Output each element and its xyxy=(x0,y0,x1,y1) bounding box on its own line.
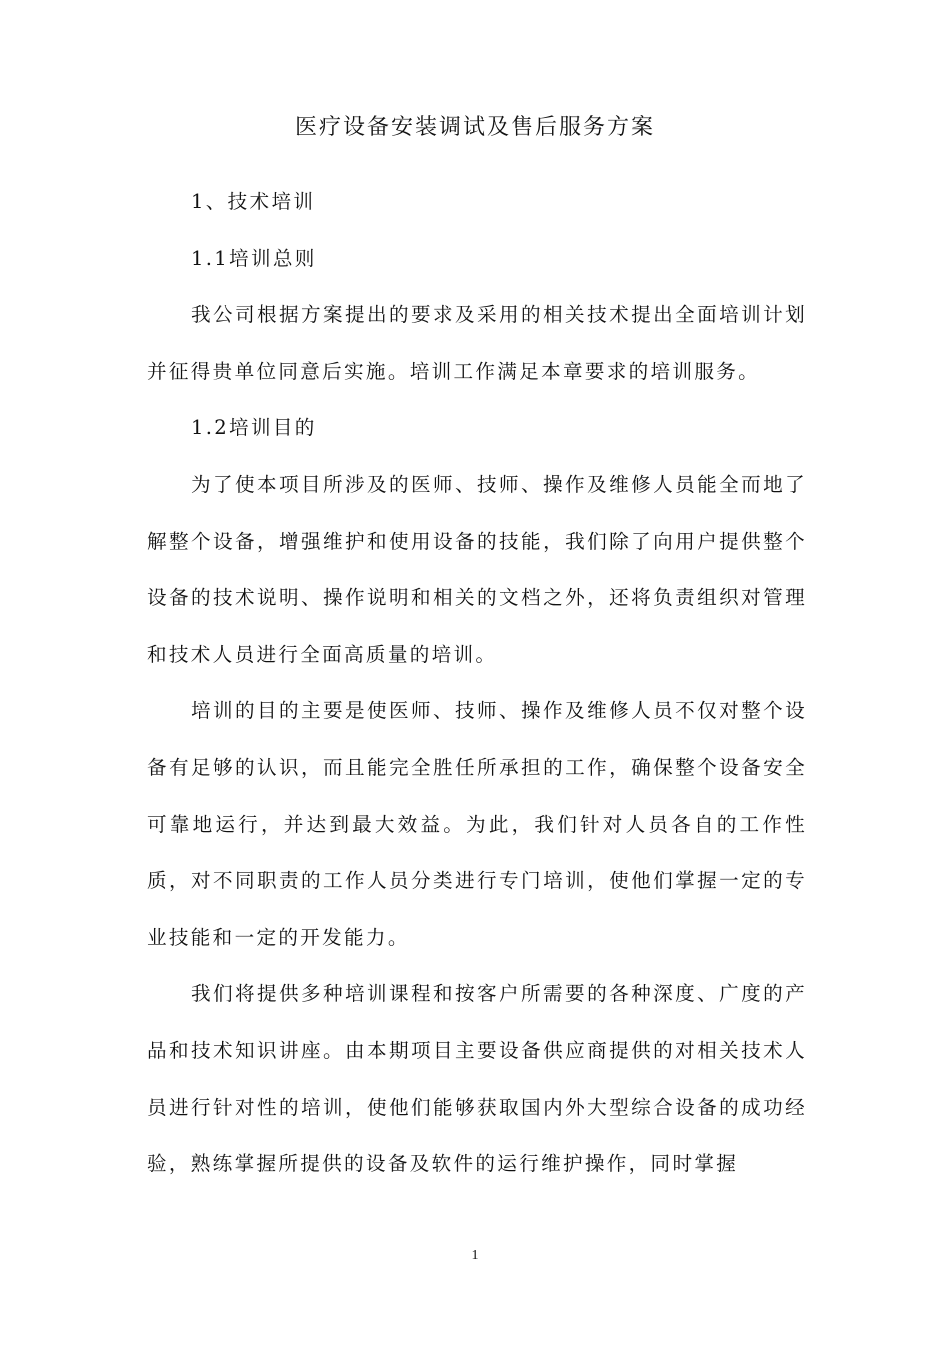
document-title: 医疗设备安装调试及售后服务方案 xyxy=(294,115,655,140)
page-number: 1 xyxy=(471,1248,479,1263)
document-body xyxy=(147,174,807,1193)
paragraph: 为了使本项目所涉及的医师、技师、操作及维修人员能全而地了解整个设备，增强维护和使用设备的技能，我们除了向用户提供整个设备的技术说明、操作说明和相关的文档之外，还将负责组织对管理和技术人员进行全面高质量的培训。 xyxy=(147,472,807,666)
subsection-heading: 1.1培训总则 xyxy=(191,246,317,270)
subsection-heading: 1.2培训目的 xyxy=(191,416,317,440)
paragraph: 我们将提供多种培训课程和按客户所需要的各种深度、广度的产品和技术知识讲座。由本期项目主要设备供应商提供的对相关技术人员进行针对性的培训，使他们能够获取国内外大型综合设备的成功经验，熟练掌握所提供的设备及软件的运行维护操作，同时掌握 xyxy=(147,982,807,1176)
paragraph: 培训的目的主要是使医师、技师、操作及维修人员不仅对整个设备有足够的认识，而且能完全胜任所承担的工作，确保整个设备安全可靠地运行，并达到最大效益。为此，我们针对人员各自的工作性质，对不同职责的工作人员分类进行专门培训，使他们掌握一定的专业技能和一定的开发能力。 xyxy=(147,699,807,949)
section-heading: 1、技术培训 xyxy=(191,190,316,213)
paragraph: 我公司根据方案提出的要求及采用的相关技术提出全面培训计划并征得贵单位同意后实施。培训工作满足本章要求的培训服务。 xyxy=(147,303,807,383)
